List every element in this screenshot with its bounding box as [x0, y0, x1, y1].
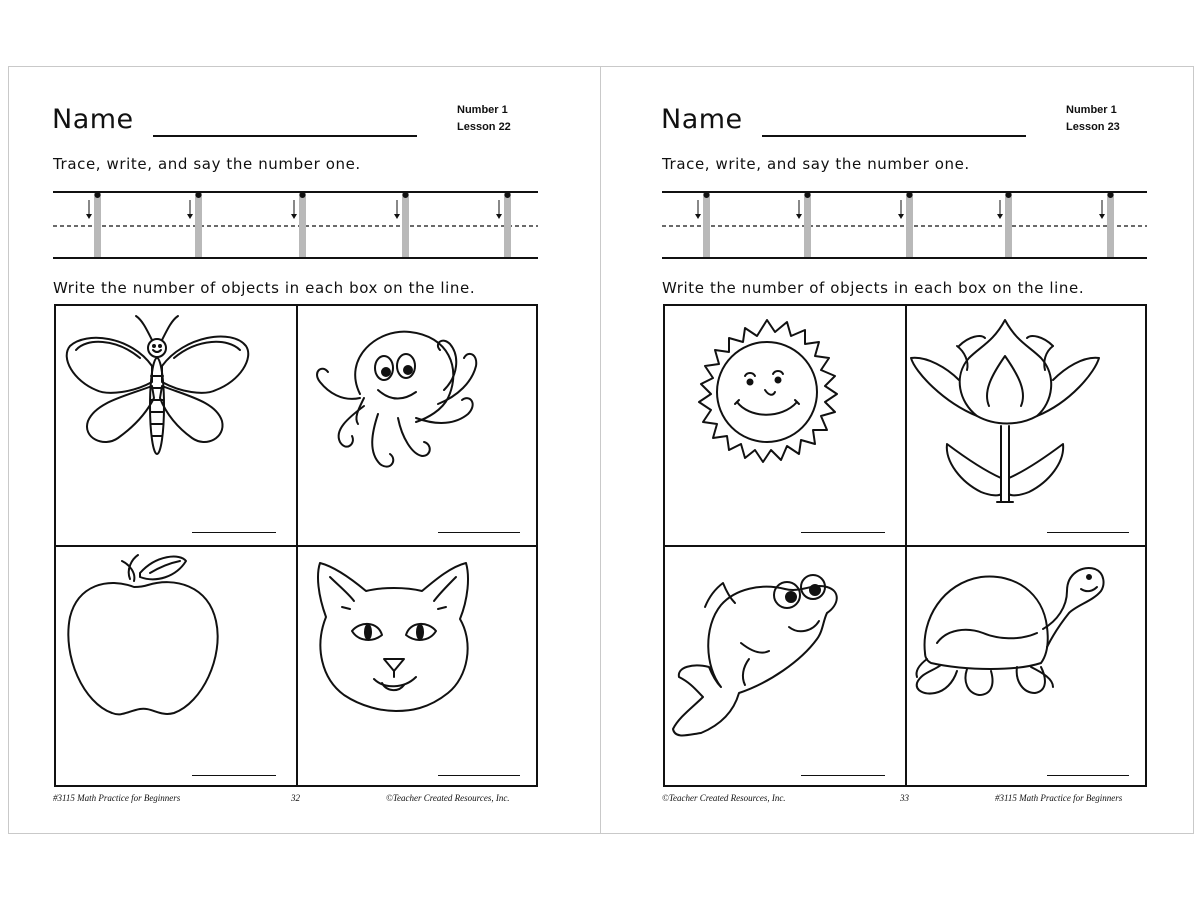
trace-one-4[interactable] — [997, 192, 1012, 257]
picture-grid — [54, 304, 538, 787]
name-label: Name — [661, 104, 743, 135]
octopus-icon — [298, 306, 538, 545]
fish-icon — [665, 547, 905, 787]
page-number: 32 — [291, 793, 300, 803]
trace-instruction: Trace, write, and say the number one. — [53, 155, 361, 173]
meta-number: Number 1 — [457, 104, 508, 116]
answer-line[interactable] — [192, 775, 276, 776]
worksheet-page-right — [601, 66, 1193, 834]
box-sun — [665, 306, 905, 545]
box-butterfly — [56, 306, 296, 545]
count-instruction: Write the number of objects in each box on the line. — [53, 279, 476, 297]
page-number: 33 — [900, 793, 909, 803]
picture-grid — [663, 304, 1147, 787]
footer-right: #3115 Math Practice for Beginners — [995, 793, 1123, 803]
sun-icon — [665, 306, 905, 545]
trace-one-2[interactable] — [187, 192, 202, 257]
answer-line[interactable] — [1047, 775, 1129, 776]
meta-number: Number 1 — [1066, 104, 1117, 116]
box-fish — [665, 547, 905, 787]
meta-lesson: Lesson 23 — [1066, 121, 1120, 133]
trace-one-5[interactable] — [1099, 192, 1114, 257]
name-write-line[interactable] — [153, 135, 417, 137]
answer-line[interactable] — [801, 775, 885, 776]
worksheet-page-left — [8, 66, 600, 834]
answer-line[interactable] — [438, 532, 520, 533]
box-tulip — [907, 306, 1147, 545]
tracing-row[interactable] — [662, 186, 1147, 262]
answer-line[interactable] — [1047, 532, 1129, 533]
apple-icon — [56, 547, 296, 787]
trace-one-1[interactable] — [86, 192, 101, 257]
turtle-icon — [907, 547, 1147, 787]
name-label: Name — [52, 104, 134, 135]
trace-one-3[interactable] — [898, 192, 913, 257]
box-octopus — [298, 306, 538, 545]
trace-one-4[interactable] — [394, 192, 409, 257]
answer-line[interactable] — [438, 775, 520, 776]
footer-left: #3115 Math Practice for Beginners — [53, 793, 181, 803]
trace-one-1[interactable] — [695, 192, 710, 257]
cat-icon — [298, 547, 538, 787]
box-apple — [56, 547, 296, 787]
lesson-meta — [457, 102, 511, 136]
footer-right: ©Teacher Created Resources, Inc. — [386, 793, 510, 803]
footer-left: ©Teacher Created Resources, Inc. — [662, 793, 786, 803]
trace-one-2[interactable] — [796, 192, 811, 257]
lesson-meta — [1066, 102, 1120, 136]
answer-line[interactable] — [192, 532, 276, 533]
count-instruction: Write the number of objects in each box on the line. — [662, 279, 1085, 297]
box-turtle — [907, 547, 1147, 787]
trace-one-3[interactable] — [291, 192, 306, 257]
butterfly-icon — [56, 306, 296, 545]
trace-instruction: Trace, write, and say the number one. — [662, 155, 970, 173]
trace-one-5[interactable] — [496, 192, 511, 257]
box-cat — [298, 547, 538, 787]
answer-line[interactable] — [801, 532, 885, 533]
tracing-row[interactable] — [53, 186, 538, 262]
tulip-icon — [907, 306, 1147, 545]
name-write-line[interactable] — [762, 135, 1026, 137]
meta-lesson: Lesson 22 — [457, 121, 511, 133]
